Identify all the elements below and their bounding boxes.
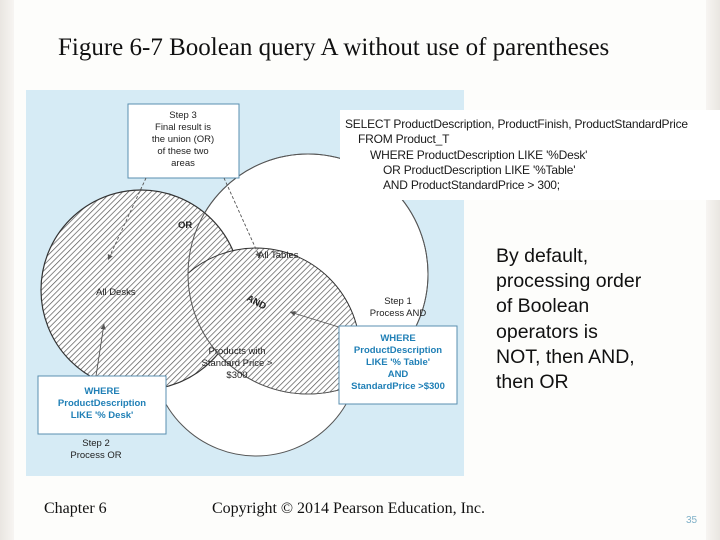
sql-line-and: AND ProductStandardPrice > 300;	[383, 178, 560, 192]
where-right-line-3: LIKE '% Table'	[366, 357, 430, 368]
sql-line-or: OR ProductDescription LIKE '%Table'	[383, 163, 576, 177]
note-line-2: processing order	[496, 270, 642, 293]
slide-left-edge	[0, 0, 14, 540]
where-left-line-1: WHERE	[84, 386, 120, 397]
note-line-1: By default,	[496, 245, 589, 267]
where-right-line-1: WHERE	[380, 333, 416, 344]
step1-line-1: Step 1	[384, 296, 412, 307]
where-left-line-3: LIKE '% Desk'	[70, 410, 134, 421]
note-line-4: operators is	[496, 320, 598, 343]
where-right-line-4: AND	[387, 369, 409, 380]
products-line-3: $300	[226, 370, 248, 381]
step3-line-5: areas	[171, 158, 195, 169]
sql-line-from: FROM Product_T	[358, 132, 450, 146]
slide-title: Figure 6-7 Boolean query A without use of parentheses	[58, 34, 610, 61]
step1-line-2: Process AND	[369, 308, 427, 319]
footer-copyright: Copyright © 2014 Pearson Education, Inc.	[212, 500, 485, 517]
step3-line-3: the union (OR)	[151, 134, 215, 145]
products-line-1: Products with	[208, 346, 266, 357]
and-label: AND	[244, 292, 268, 313]
where-right-line-2: ProductDescription	[353, 345, 443, 356]
step2-line-2: Process OR	[70, 450, 122, 461]
all-desks-label: All Desks	[96, 287, 136, 298]
note-line-6: then OR	[496, 371, 569, 394]
step3-line-4: of these two	[157, 146, 209, 157]
slide-right-edge	[706, 0, 720, 540]
or-label: OR	[178, 220, 193, 231]
sql-line-select: SELECT ProductDescription, ProductFinish, ProductStandardPrice	[345, 117, 688, 131]
step3-line-2: Final result is	[155, 122, 211, 133]
footer-chapter: Chapter 6	[44, 500, 107, 517]
all-tables-label: All Tables	[258, 250, 299, 261]
page-number: 35	[686, 515, 698, 526]
note-line-5: NOT, then AND,	[496, 345, 635, 368]
sql-line-where: WHERE ProductDescription LIKE '%Desk'	[370, 148, 588, 162]
step3-line-1: Step 3	[169, 110, 197, 121]
step2-line-1: Step 2	[82, 438, 110, 449]
products-line-2: Standard Price >	[201, 358, 273, 369]
sql-query-box	[340, 110, 720, 200]
note-line-3: of Boolean	[496, 295, 590, 318]
svg-text:Step 2Process OR	[70, 438, 121, 461]
processing-order-note	[496, 244, 696, 395]
where-right-line-5: StandardPrice >$300	[351, 381, 445, 392]
where-left-line-2: ProductDescription	[57, 398, 147, 409]
